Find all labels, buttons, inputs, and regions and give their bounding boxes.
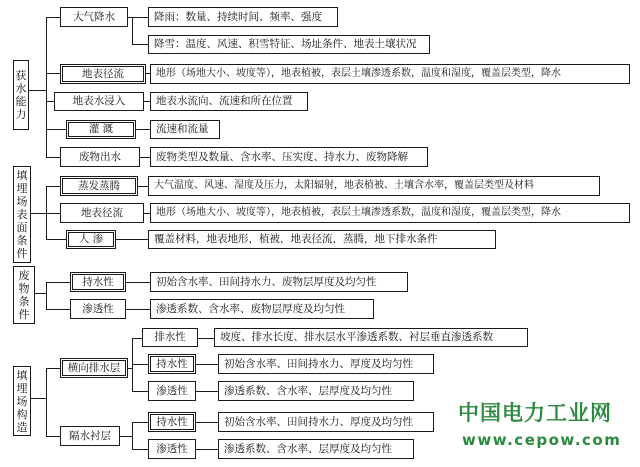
connector — [126, 309, 150, 310]
connector — [46, 368, 47, 436]
connector — [196, 364, 218, 365]
detail-surface-infiltration: 地表水流向、流速和所在位置 — [150, 92, 308, 111]
label-liner-water-holding: 持水性 — [148, 412, 196, 432]
connector — [132, 44, 148, 45]
connector — [46, 309, 70, 310]
connector — [46, 17, 47, 157]
detail-drain-permeability: 渗透系数、含水率、层厚度及均匀性 — [218, 381, 414, 401]
connector — [196, 449, 218, 450]
detail-rainfall: 降雨：数量、持续时间、频率、强度 — [148, 7, 338, 27]
connector — [46, 157, 60, 158]
detail-percolation: 覆盖材料，地表地形，植被，地表径流，蒸腾，地下排水条件 — [148, 230, 496, 249]
connector — [126, 282, 150, 283]
label-precipitation: 大气降水 — [60, 7, 128, 27]
label-percolation: 人 渗 — [66, 230, 116, 249]
section-char: 水 — [15, 82, 27, 95]
detail-snowfall: 降雪：温度、风速、积雪特征、场址条件、地表土壤状况 — [148, 35, 430, 54]
connector — [34, 293, 46, 294]
label-evapotranspiration: 蒸发蒸腾 — [60, 176, 138, 196]
section-char: 件 — [18, 308, 30, 321]
section-waste-conditions — [13, 266, 35, 324]
section-char: 构 — [16, 407, 28, 421]
section-char: 场 — [16, 195, 28, 208]
connector — [132, 391, 148, 392]
label-surface-runoff: 地表径流 — [60, 64, 146, 84]
section-water-capacity — [13, 60, 29, 130]
detail-waste-discharge: 废物类型及数量、含水率、压实度、持水力、废物降解 — [150, 147, 428, 167]
section-char: 件 — [16, 247, 28, 260]
label-drainability: 排水性 — [142, 328, 198, 347]
detail-drain-water-holding: 初始含水率、田间持水力、厚度及均匀性 — [218, 354, 434, 374]
connector — [30, 398, 46, 399]
connector — [46, 213, 60, 214]
label-irrigation: 灌 溉 — [66, 120, 136, 139]
section-char: 面 — [16, 221, 28, 234]
connector — [46, 129, 66, 130]
section-char: 条 — [18, 295, 30, 308]
section-char: 能 — [15, 95, 27, 108]
connector — [116, 239, 148, 240]
label-drain-permeability: 渗透性 — [148, 381, 196, 401]
connector — [132, 338, 142, 339]
detail-evapotranspiration: 大气温度、风速、湿度及压力，太阳辐射，地表植被、土壤含水率，覆盖层类型及材料 — [148, 176, 600, 196]
connector — [132, 364, 148, 365]
detail-surface-runoff: 地形（场地大小、坡度等），地表植被，表层土壤渗透系数，温度和湿度，覆盖层类型，降水 — [150, 64, 630, 84]
section-landfill-structure — [13, 366, 31, 436]
section-char: 填 — [16, 368, 28, 382]
connector — [132, 422, 133, 449]
label-liner-permeability: 渗透性 — [148, 439, 196, 459]
connector — [46, 17, 60, 18]
section-char: 填 — [16, 169, 28, 182]
section-char: 造 — [16, 420, 28, 434]
connector — [46, 186, 60, 187]
connector — [46, 368, 60, 369]
connector — [30, 213, 46, 214]
section-char: 物 — [18, 282, 30, 295]
connector — [196, 422, 218, 423]
section-char: 埋 — [16, 381, 28, 395]
section-char: 获 — [15, 69, 27, 82]
connector — [46, 101, 54, 102]
section-char: 条 — [16, 234, 28, 247]
detail-surface-runoff-2: 地形（场地大小、坡度等），地表植被，表层土壤渗透系数，温度和湿度，覆盖层类型，降水 — [150, 203, 630, 223]
detail-permeability: 渗透系数、含水率、废物层厚度及均匀性 — [150, 299, 374, 319]
connector — [136, 129, 150, 130]
label-lateral-drainage: 横向排水层 — [60, 358, 128, 378]
label-liner: 隔水衬层 — [60, 426, 120, 446]
connector — [132, 17, 133, 44]
connector — [46, 282, 47, 309]
section-char: 力 — [15, 108, 27, 121]
connector — [46, 73, 60, 74]
detail-liner-water-holding: 初始含水率、田间持水力、厚度及均匀性 — [218, 412, 434, 432]
connector — [46, 239, 66, 240]
connector — [198, 338, 214, 339]
detail-drainability: 坡度、排水长度、排水层水平渗透系数、衬层垂直渗透系数 — [214, 328, 528, 347]
detail-irrigation: 流速和流量 — [150, 120, 220, 139]
watermark-site-name: 中国电力工业网 — [458, 401, 612, 425]
connector — [128, 17, 148, 18]
detail-liner-permeability: 渗透系数、含水率、层厚度及均匀性 — [218, 439, 414, 459]
connector — [138, 186, 148, 187]
label-permeability: 渗透性 — [70, 299, 126, 319]
label-waste-discharge: 废物出水 — [60, 147, 140, 167]
section-char: 埋 — [16, 182, 28, 195]
label-surface-infiltration: 地表水浸入 — [54, 92, 144, 111]
section-char: 场 — [16, 394, 28, 408]
label-drain-water-holding: 持水性 — [148, 354, 196, 374]
detail-water-holding: 初始含水率、田间持水力、废物层厚度及均匀性 — [150, 272, 408, 292]
connector — [132, 422, 148, 423]
watermark-url: www.cepow.com — [462, 431, 622, 449]
connector — [120, 436, 132, 437]
label-surface-runoff-2: 地表径流 — [60, 203, 144, 223]
connector — [46, 436, 60, 437]
section-char: 废 — [18, 269, 30, 282]
connector — [196, 391, 218, 392]
connector — [28, 90, 46, 91]
connector — [140, 157, 150, 158]
section-char: 表 — [16, 208, 28, 221]
label-water-holding: 持水性 — [70, 272, 126, 292]
section-landfill-surface — [13, 166, 31, 263]
connector — [132, 449, 148, 450]
connector — [46, 282, 70, 283]
connector — [128, 368, 132, 369]
